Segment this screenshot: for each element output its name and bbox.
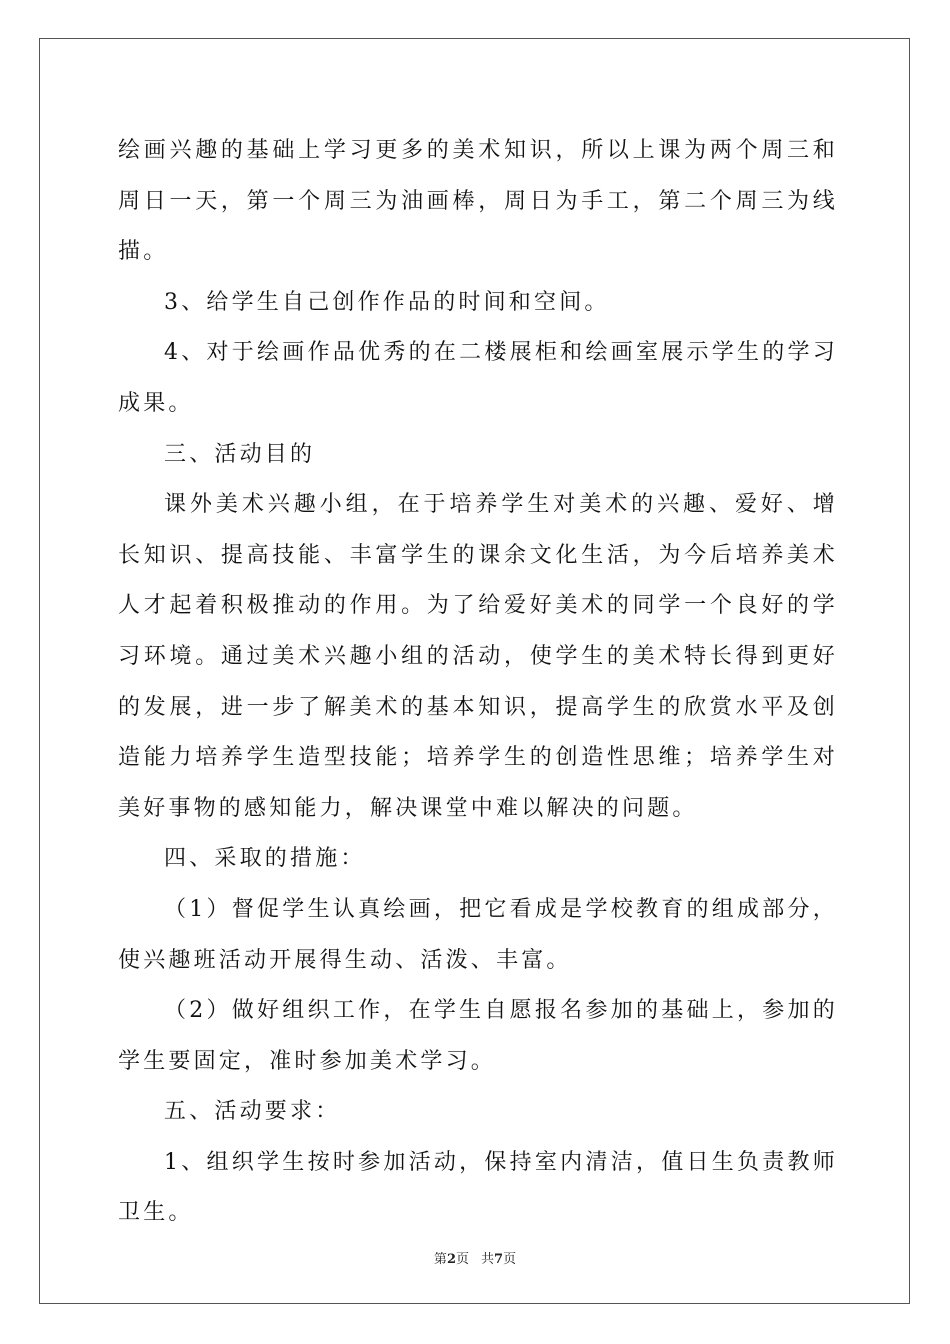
paragraph-measure-2: （2）做好组织工作，在学生自愿报名参加的基础上，参加的学生要固定，准时参加美术学习。 <box>118 998 838 1074</box>
paragraph-item-4: 4、对于绘画作品优秀的在二楼展柜和绘画室展示学生的学习成果。 <box>118 340 838 416</box>
total-pages: 7 <box>494 1252 504 1267</box>
section-heading-purpose: 三、活动目的 <box>164 441 316 467</box>
total-suffix: 页 <box>503 1252 517 1267</box>
paragraph-requirement-1: 1、组织学生按时参加活动，保持室内清洁，值日生负责教师卫生。 <box>118 1149 838 1226</box>
paragraph-purpose: 课外美术兴趣小组，在于培养学生对美术的兴趣、爱好、增长知识、提高技能、丰富学生的课余文化生活，为今后培养美术人才起着积极推动的作用。为了给爱好美术的同学一个良好的学习环境。通过美术兴趣小组的活动，使学生的美术特长得到更好的发展，进一步了解美术的基本知识，提高学生的欣赏水平及创造能力培养学生造型技能；培养学生的创造性思维；培养学生对美好事物的感知能力，解决课堂中难以解决的问题。 <box>118 492 838 821</box>
total-prefix: 共 <box>481 1252 495 1267</box>
section-heading-requirements: 五、活动要求： <box>164 1099 341 1125</box>
paragraph-item-3: 3、给学生自己创作作品的时间和空间。 <box>164 289 610 315</box>
paragraph-measure-1: （1）督促学生认真绘画，把它看成是学校教育的组成部分，使兴趣班活动开展得生动、活泼、丰富。 <box>118 896 838 973</box>
paragraph-continuation: 绘画兴趣的基础上学习更多的美术知识，所以上课为两个周三和周日一天，第一个周三为油画棒，周日为手工，第二个周三为线描。 <box>118 138 838 265</box>
page-prefix: 第 <box>433 1252 447 1267</box>
page-number: 2 <box>446 1252 456 1267</box>
section-heading-measures: 四、采取的措施： <box>164 846 366 872</box>
page-suffix: 页 <box>455 1252 469 1267</box>
page-footer <box>0 1248 950 1267</box>
document-body <box>118 126 838 1239</box>
